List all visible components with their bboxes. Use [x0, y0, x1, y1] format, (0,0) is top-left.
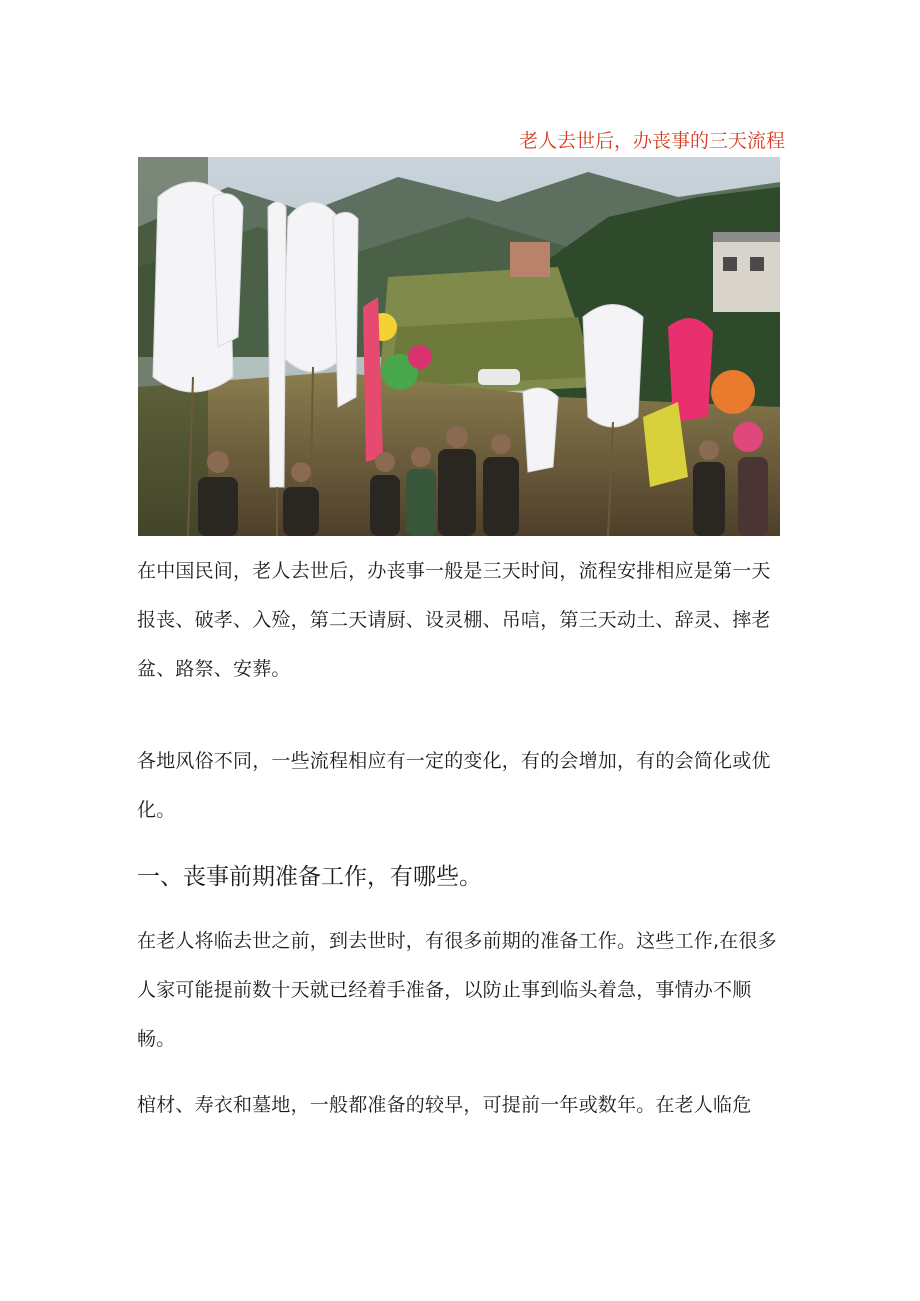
intro-paragraph: 在中国民间，老人去世后，办丧事一般是三天时间，流程安排相应是第一天报丧、破孝、入殓，第二天请厨、设灵棚、吊唁，第三天动土、辞灵、摔老盆、路祭、安葬。 [137, 560, 771, 680]
funeral-procession-photo [138, 157, 780, 536]
preparation-paragraph: 在老人将临去世之前，到去世时，有很多前期的准备工作。这些工作,在很多人家可能提前数十天就已经着手准备，以防止事到临头着急，事情办不顺畅。 [137, 930, 777, 1050]
section-heading: 一、丧事前期准备工作，有哪些。 [137, 864, 482, 890]
coffin-paragraph: 棺材、寿衣和墓地，一般都准备的较早，可提前一年或数年。在老人临危 [137, 1094, 752, 1116]
article-title: 老人去世后，办丧事的三天流程 [518, 130, 785, 152]
custom-variation-paragraph: 各地风俗不同，一些流程相应有一定的变化，有的会增加，有的会简化或优化。 [137, 750, 771, 821]
